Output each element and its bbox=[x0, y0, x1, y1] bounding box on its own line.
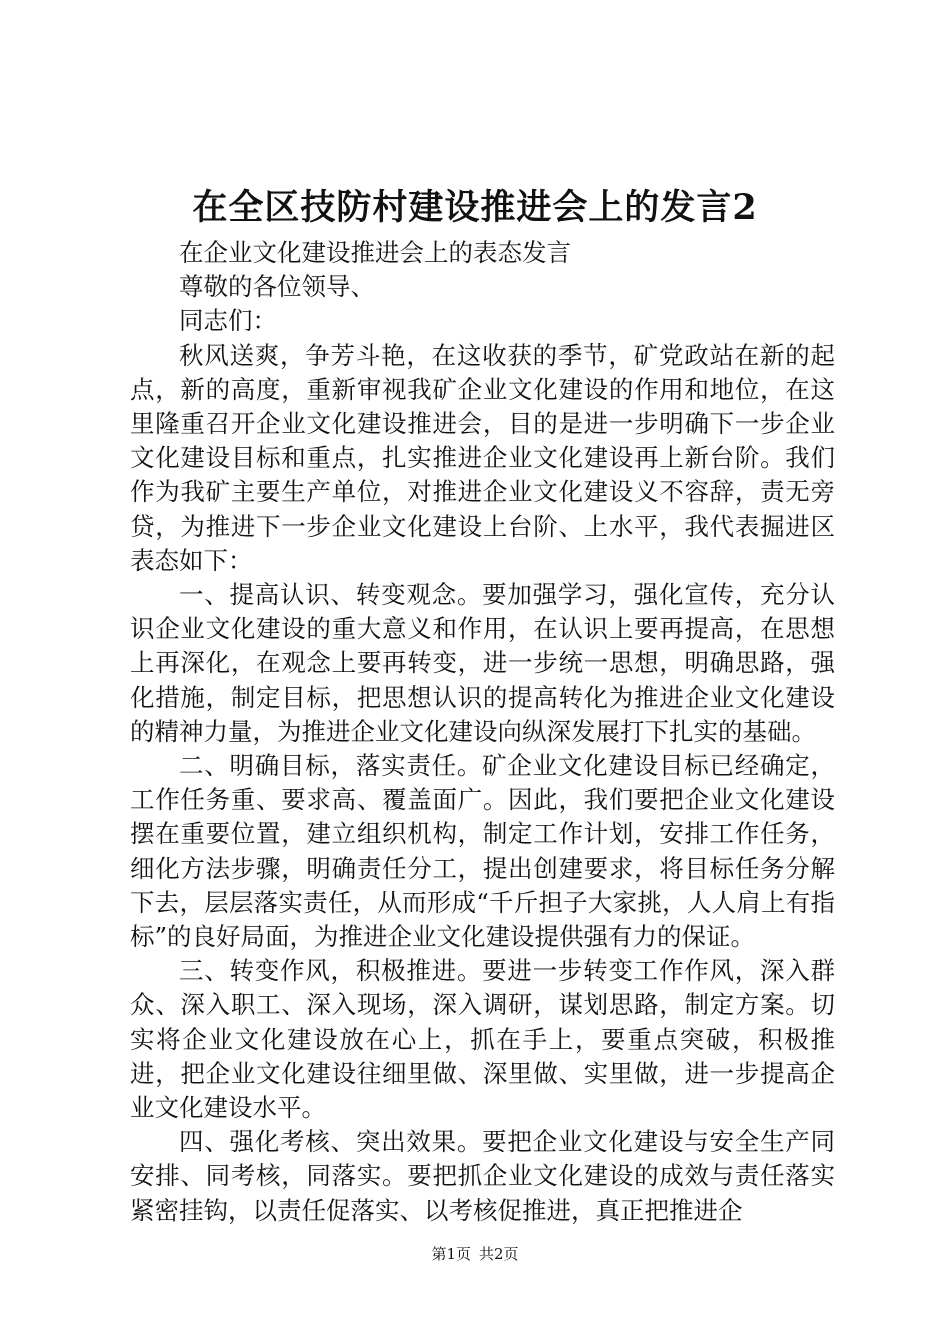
page-number: 第1页 bbox=[431, 1245, 471, 1263]
document-body bbox=[130, 236, 835, 1228]
document-title: 在全区技防村建设推进会上的发言2 bbox=[192, 187, 758, 228]
body-paragraph: 同志们： bbox=[179, 306, 277, 336]
body-paragraph: 尊敬的各位领导、 bbox=[179, 272, 375, 302]
body-paragraph: 秋风送爽，争芳斗艳，在这收获的季节，矿党政站在新的起点，新的高度，重新审视我矿企业文化建设的作用和地位，在这里隆重召开企业文化建设推进会，目的是进一步明确下一步企业文化建设目标和重点，扎实推进企业文化建设再上新台阶。我们作为我矿主要生产单位，对推进企业文化建设义不容辞，责无旁贷，为推进下一步企业文化建设上台阶、上水平，我代表掘进区表态如下： bbox=[130, 340, 835, 575]
body-paragraph: 二、明确目标，落实责任。矿企业文化建设目标已经确定，工作任务重、要求高、覆盖面广。因此，我们要把企业文化建设摆在重要位置，建立组织机构，制定工作计划，安排工作任务，细化方法步骤，明确责任分工，提出创建要求，将目标任务分解下去，层层落实责任，从而形成“千斤担子大家挑，人人肩上有指标”的良好局面，为推进企业文化建设提供强有力的保证。 bbox=[130, 751, 835, 952]
page-footer bbox=[0, 1243, 950, 1265]
body-paragraph: 三、转变作风，积极推进。要进一步转变工作作风，深入群众、深入职工、深入现场，深入调研，谋划思路，制定方案。切实将企业文化建设放在心上，抓在手上，要重点突破，积极推进，把企业文化建设往细里做、深里做、实里做，进一步提高企业文化建设水平。 bbox=[130, 956, 835, 1123]
body-paragraph: 一、提高认识、转变观念。要加强学习，强化宣传，充分认识企业文化建设的重大意义和作用，在认识上要再提高，在思想上再深化，在观念上要再转变，进一步统一思想，明确思路，强化措施，制定目标，把思想认识的提高转化为推进企业文化建设的精神力量，为推进企业文化建设向纵深发展打下扎实的基础。 bbox=[130, 580, 835, 746]
body-paragraph: 在企业文化建设推进会上的表态发言 bbox=[179, 238, 571, 267]
body-paragraph: 四、强化考核、突出效果。要把企业文化建设与安全生产同安排、同考核，同落实。要把抓企业文化建设的成效与责任落实紧密挂钩，以责任促落实、以考核促推进，真正把推进企 bbox=[130, 1127, 835, 1225]
page-total: 共2页 bbox=[479, 1245, 519, 1263]
